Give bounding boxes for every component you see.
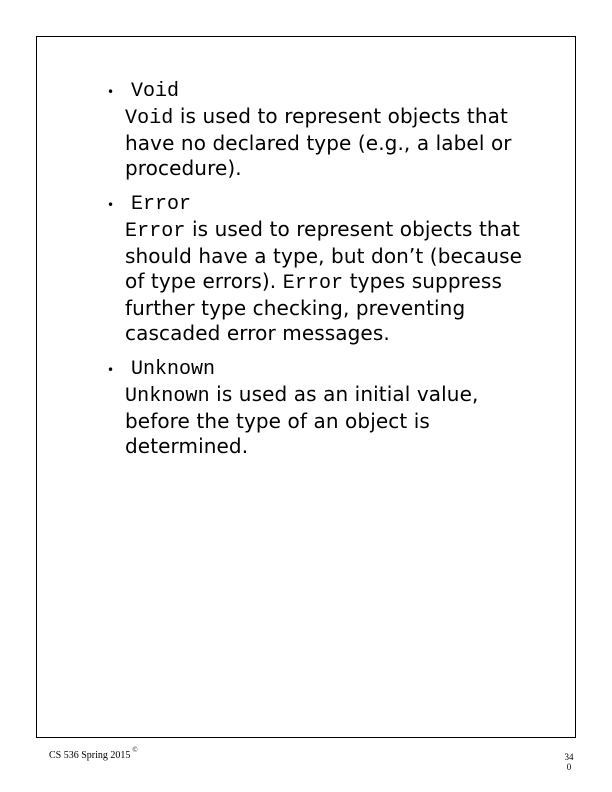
footer-course — [49, 744, 138, 762]
bullet-body-void — [125, 104, 547, 181]
bullet-heading-void: Void — [131, 80, 180, 103]
bullet-list — [107, 80, 547, 471]
body-text-error-1: is used to represent objects that should have a type, but don’t (because of type errors). — [125, 217, 523, 293]
page-number-line-2: 0 — [566, 762, 572, 772]
bullet-dot: • — [107, 363, 115, 377]
bullet-item-unknown — [107, 358, 547, 459]
page-number — [563, 752, 575, 772]
bullet-item-error — [107, 193, 547, 346]
footer-course-label: CS 536 Spring 2015 — [49, 750, 131, 761]
inline-code-error: Error — [125, 220, 186, 243]
bullet-heading-error: Error — [131, 193, 192, 216]
inline-code-error-2: Error — [282, 272, 344, 295]
bullet-dot: • — [107, 198, 115, 212]
inline-code-unknown: Unknown — [125, 385, 210, 408]
bullet-body-error — [125, 217, 547, 346]
page-number-line-1: 34 — [564, 752, 574, 762]
body-text-unknown: is used as an initial value, before the type of an object is determined. — [125, 382, 479, 458]
copyright-symbol: © — [132, 746, 138, 754]
body-text-error-2: types suppress further type checking, preventing cascaded error messages. — [125, 269, 502, 345]
bullet-item-void — [107, 80, 547, 181]
bullet-body-unknown — [125, 382, 547, 459]
bullet-dot: • — [107, 85, 115, 99]
body-text-void: is used to represent objects that have no declared type (e.g., a label or procedure). — [125, 104, 512, 180]
bullet-heading-unknown: Unknown — [131, 358, 216, 381]
inline-code-void: Void — [125, 107, 174, 130]
